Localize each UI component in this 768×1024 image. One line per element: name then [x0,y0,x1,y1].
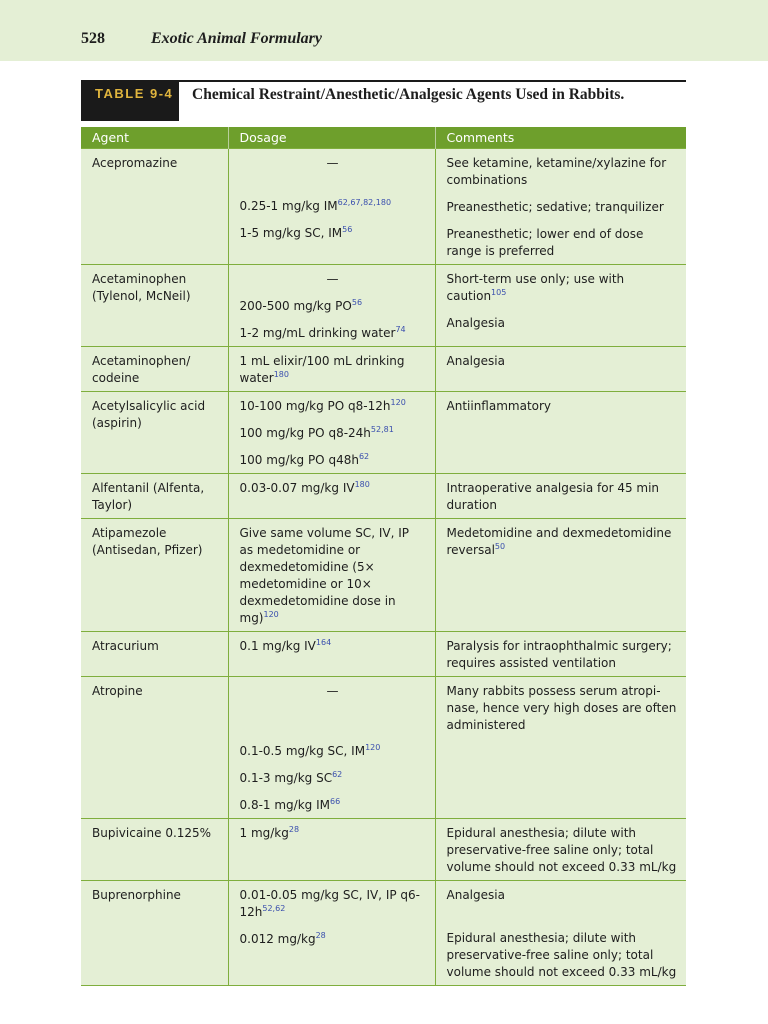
comments-cell [435,881,686,986]
table-header-row [81,127,686,149]
dosage-line: 0.8-1 mg/kg IM$^{66}$ [239,797,341,812]
comment-line: Medetomidine and dexmedetomidine reversal$^{50}$ [446,526,672,557]
reference-superscript: 62 [358,452,370,461]
reference-superscript: 120 [263,610,279,619]
dosage-line: — [326,156,339,170]
comment-line: Epidural anesthesia; dilute with preservative-free saline only; total volume should not exceed 0.33 mL/kg [446,826,677,874]
agent-cell [81,149,228,265]
dosage-line: 1 mL elixir/100 mL drinking water$^{180}$ [239,354,405,385]
comment-line: Antiinflammatory [446,399,552,413]
dosage-cell [228,519,435,632]
agent-name: Alfentanil (Alfenta, Taylor) [92,481,205,512]
reference-superscript: 56 [351,298,363,307]
dosage-line: 100 mg/kg PO $q48h^{62}$ [239,452,370,467]
dosage-line: 1-5 mg/kg SC, IM$^{56}$ [239,225,353,240]
table-caption: Chemical Restraint/Anesthetic/Analgesic Agents Used in Rabbits. [192,86,625,103]
dosage-cell [228,347,435,392]
reference-superscript: 180 [273,370,289,379]
header-comments: Comments [435,127,686,149]
table-row [81,474,686,519]
table-row [81,819,686,881]
dosage-line: — [326,684,339,698]
dosage-line: 0.1-3 mg/kg SC$^{62}$ [239,770,343,785]
comment-line: Many rabbits possess serum atropi-nase, hence very high doses are often administered [446,684,677,732]
table-row [81,881,686,986]
dosage-line: 10-100 mg/kg PO $q8-12h^{120}$ [239,398,406,413]
dosage-cell [228,881,435,986]
comment-line: Intraoperative analgesia for 45 min duration [446,481,660,512]
comments-cell [435,474,686,519]
header-agent: Agent [81,127,228,149]
page-number: 528 [81,30,105,47]
table-row [81,677,686,819]
agent-name: Acepromazine [92,156,178,170]
dosage-line: 1 $mg/kg^{28}$ [239,825,300,840]
dosage-line: 0.1-0.5 mg/kg SC, IM$^{120}$ [239,743,381,758]
agent-name: Atropine [92,684,143,698]
agent-cell [81,519,228,632]
comments-cell [435,519,686,632]
dosage-line: 0.25-1 mg/kg IM$^{62,67,82,180}$ [239,198,392,213]
table-row [81,392,686,474]
comment-line: Analgesia [446,354,505,368]
agent-cell [81,347,228,392]
dosage-line: 0.012 $mg/kg^{28}$ [239,931,326,946]
table-row [81,149,686,265]
comment-line: See ketamine, ketamine/xylazine for combinations [446,156,667,187]
agent-name: Acetaminophen (Tylenol, McNeil) [92,272,191,303]
comment-line: Analgesia [446,888,505,902]
reference-superscript: 120 [365,743,381,752]
comments-cell [435,392,686,474]
reference-superscript: 52,81 [370,425,394,434]
dosage-line: 0.1 mg/kg IV$^{164}$ [239,638,332,653]
table-row [81,519,686,632]
reference-superscript: 62 [332,770,343,779]
dosage-cell [228,474,435,519]
comments-cell [435,265,686,347]
comment-line: Short-term use only; use with caution$^{105}$ [446,272,625,303]
comment-line: Analgesia [446,316,505,330]
reference-superscript: 180 [354,480,370,489]
agent-cell [81,819,228,881]
dosage-cell [228,392,435,474]
dosage-line: Give same volume SC, IV, IP as medetomidine or dexmedetomidine (5× medetomidine or 10× dexmedetomidine dose in mg)$^{120}$ [239,526,409,625]
reference-superscript: 50 [494,542,506,551]
dosage-cell [228,632,435,677]
agent-name: Acetaminophen/ codeine [92,354,191,385]
agent-name: Bupivicaine 0.125% [92,826,212,840]
comments-cell [435,149,686,265]
table-row [81,347,686,392]
agent-cell [81,677,228,819]
table-row [81,265,686,347]
comment-line: Preanesthetic; lower end of dose range is preferred [446,227,644,258]
agent-cell [81,881,228,986]
dosage-line: 200-500 mg/kg PO$^{56}$ [239,298,363,313]
comments-cell [435,632,686,677]
agent-cell [81,265,228,347]
dosage-line: 0.03-0.07 mg/kg IV$^{180}$ [239,480,370,495]
comments-cell [435,347,686,392]
comments-cell [435,819,686,881]
agent-name: Atracurium [92,639,159,653]
dosage-line: — [326,272,339,286]
agent-name: Acetylsalicylic acid (aspirin) [92,399,206,430]
reference-superscript: 105 [491,288,507,297]
agent-cell [81,474,228,519]
dosage-line: 0.01-0.05 mg/kg SC, IV, IP $q6-12h^{52,62}$ [239,888,420,919]
reference-superscript: 164 [315,638,332,647]
dosage-cell [228,819,435,881]
reference-superscript: 52,62 [262,904,286,913]
page-header [0,0,768,61]
agents-table [81,127,686,986]
reference-superscript: 56 [342,225,353,234]
comment-line: Paralysis for intraophthalmic surgery; requires assisted ventilation [446,639,672,670]
table-label: TABLE 9-4 [81,82,179,121]
reference-superscript: 28 [288,825,300,834]
reference-superscript: 74 [395,325,406,334]
reference-superscript: 62,67,82,180 [337,198,392,207]
dosage-line: 1-2 mg/mL drinking water$^{74}$ [239,325,406,340]
comments-cell [435,677,686,819]
comment-line: Epidural anesthesia; dilute with preservative-free saline only; total volume should not exceed 0.33 mL/kg [446,931,677,979]
table-row [81,632,686,677]
agent-name: Atipamezole (Antisedan, Pfizer) [92,526,203,557]
running-title: Exotic Animal Formulary [151,30,322,47]
dosage-cell [228,265,435,347]
agent-cell [81,392,228,474]
reference-superscript: 28 [315,931,326,940]
agent-name: Buprenorphine [92,888,181,902]
dosage-cell [228,677,435,819]
agent-cell [81,632,228,677]
table-title [81,80,686,128]
reference-superscript: 66 [330,797,341,806]
header-dosage: Dosage [228,127,435,149]
dosage-line: 100 mg/kg PO $q8-24h^{52,81}$ [239,425,394,440]
comment-line: Preanesthetic; sedative; tranquilizer [446,200,664,214]
dosage-cell [228,149,435,265]
reference-superscript: 120 [390,398,406,407]
